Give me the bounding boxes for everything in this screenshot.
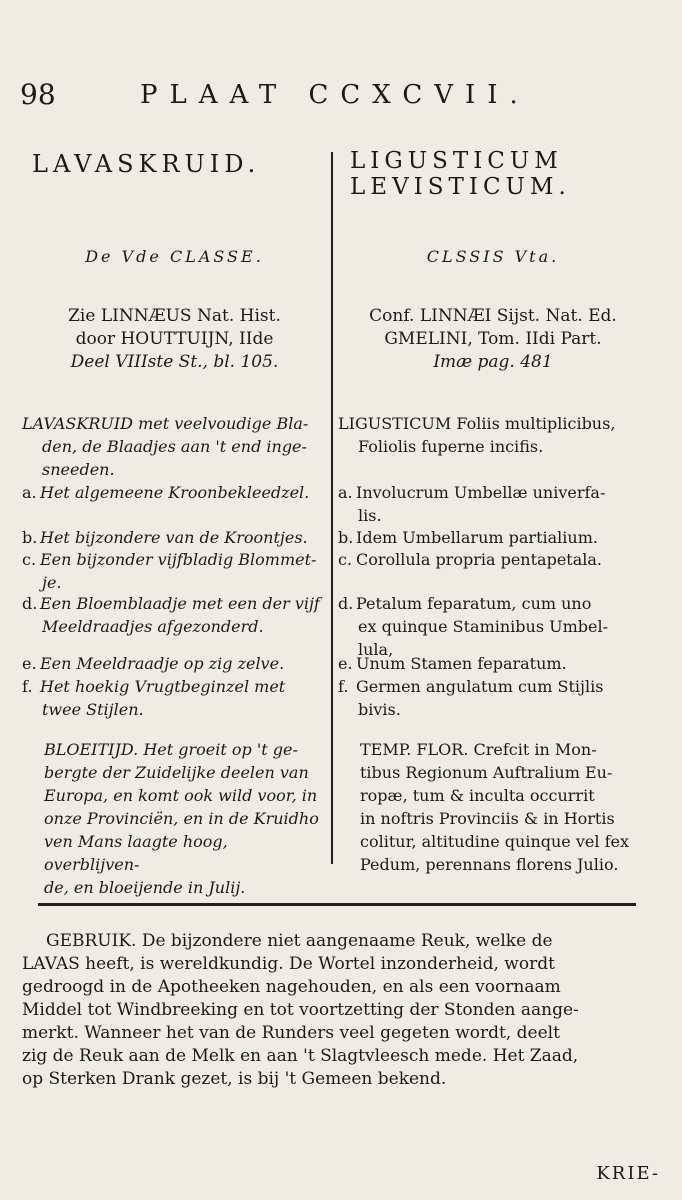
item-label: d. [22, 594, 38, 613]
dutch-description [22, 412, 327, 481]
item-text: Petalum feparatum, cum uno [356, 594, 592, 613]
ref-line: Deel VIIIste St., bl. 105. [70, 352, 279, 372]
item-label: c. [22, 550, 37, 569]
latin-item-d [338, 592, 648, 661]
item-text: Het hoekig Vrugtbeginzel met [40, 677, 286, 696]
dutch-item-e [22, 652, 327, 675]
desc-line: Foliolis fuperne incifis. [358, 437, 544, 456]
gebruik-line: merkt. Wanneer het van de Runders veel gegeten wordt, deelt [22, 1023, 560, 1043]
bloei-line: BLOEITIJD. Het groeit op 't ge- [44, 740, 298, 759]
dutch-item-c [22, 548, 327, 594]
ref-line: Zie LINNÆUS Nat. Hist. [68, 306, 281, 326]
gebruik-line: LAVAS heeft, is wereldkundig. De Wortel inzonderheid, wordt [22, 954, 555, 974]
dutch-title: LAVASKRUID. [32, 150, 261, 178]
dutch-item-a [22, 481, 327, 504]
dutch-class: De Vde CLASSE. [85, 247, 264, 266]
gebruik-line: Middel tot Windbreeking en tot voortzetting der Stonden aange- [22, 1000, 579, 1020]
latin-reference [338, 305, 648, 374]
item-text: Idem Umbellarum partialium. [356, 528, 598, 547]
gebruik-line: gedroogd in de Apotheeken nagehouden, en als een voornaam [22, 977, 561, 997]
bloei-line: Europa, en komt ook wild voor, in [44, 786, 318, 805]
catchword: KRIE- [596, 1163, 660, 1184]
dutch-item-b [22, 526, 327, 549]
item-label: a. [338, 483, 353, 502]
item-text: Een Meeldraadje op zig zelve. [40, 654, 285, 673]
item-label: e. [22, 654, 37, 673]
latin-class: CLSSIS Vta. [426, 247, 560, 266]
bloei-line: bergte der Zuidelijke deelen van [44, 763, 309, 782]
temp-line: colitur, altitudine quinque vel fex [360, 832, 629, 851]
desc-line: sneeden. [42, 460, 115, 479]
item-text: Germen angulatum cum Stijlis [356, 677, 604, 696]
latin-title-line: LEVISTICUM. [350, 174, 571, 200]
ref-line: Conf. LINNÆI Sijst. Nat. Ed. [369, 306, 617, 326]
item-text: twee Stijlen. [42, 700, 144, 719]
section-rule [38, 903, 636, 906]
item-text: ex quinque Staminibus Umbel- [358, 617, 609, 636]
latin-description [338, 412, 648, 458]
bloei-line: onze Provinciën, en in de Kruidho [44, 809, 319, 828]
ref-line: GMELINI, Tom. IIdi Part. [384, 329, 602, 349]
item-text: bivis. [358, 700, 401, 719]
latin-item-f [338, 675, 648, 721]
item-label: f. [338, 677, 349, 696]
dutch-reference [22, 305, 327, 374]
item-label: e. [338, 654, 353, 673]
item-text: Involucrum Umbellæ univerfa- [356, 483, 606, 502]
temp-line: TEMP. FLOR. Crefcit in Mon- [360, 740, 597, 759]
bloei-line: de, en bloeijende in Julij. [44, 878, 246, 897]
gebruik-line: GEBRUIK. De bijzondere niet aangenaame Reuk, welke de [46, 931, 553, 951]
item-text: Unum Stamen feparatum. [356, 654, 567, 673]
temp-line: in noftris Provinciis & in Hortis [360, 809, 615, 828]
item-label: a. [22, 483, 37, 502]
temp-line: ropæ, tum & inculta occurrit [360, 786, 595, 805]
gebruik-line: zig de Reuk aan de Melk en aan 't Slagtvleesch mede. Het Zaad, [22, 1046, 579, 1066]
desc-line: LIGUSTICUM Foliis multiplicibus, [338, 414, 616, 433]
item-label: d. [338, 594, 354, 613]
desc-line: LAVASKRUID met veelvoudige Bla- [22, 414, 309, 433]
item-text: Een Bloemblaadje met een der vijf [40, 594, 320, 613]
latin-title-line: LIGUSTICUM [350, 148, 563, 174]
item-text: je. [42, 573, 62, 592]
item-text: Corollula propria pentapetala. [356, 550, 602, 569]
latin-temp-flor [360, 738, 650, 876]
temp-line: tibus Regionum Auftralium Eu- [360, 763, 613, 782]
bloei-line: ven Mans laagte hoog, overblijven- [44, 832, 228, 874]
dutch-item-d [22, 592, 327, 638]
ref-line: door HOUTTUIJN, IIde [75, 329, 274, 349]
item-text: lula, [358, 640, 394, 659]
latin-item-b [338, 526, 648, 549]
item-text: lis. [358, 506, 382, 525]
gebruik-paragraph [22, 930, 648, 1091]
temp-line: Pedum, perennans florens Julio. [360, 855, 619, 874]
latin-title [350, 148, 571, 200]
item-label: c. [338, 550, 353, 569]
dutch-bloeitijd [44, 738, 327, 899]
item-text: Meeldraadjes afgezonderd. [42, 617, 264, 636]
latin-item-c [338, 548, 648, 571]
ref-line: Imæ pag. 481 [433, 352, 553, 372]
item-text: Het algemeene Kroonbekleedzel. [40, 483, 310, 502]
gebruik-line: op Sterken Drank gezet, is bij 't Gemeen bekend. [22, 1069, 447, 1089]
plate-header: PLAAT CCXCVII. [140, 80, 530, 110]
item-text: Het bijzondere van de Kroontjes. [40, 528, 308, 547]
item-label: b. [338, 528, 354, 547]
desc-line: den, de Blaadjes aan 't end inge- [42, 437, 307, 456]
latin-item-e [338, 652, 648, 675]
column-divider [331, 152, 333, 864]
item-label: b. [22, 528, 38, 547]
item-label: f. [22, 677, 33, 696]
item-text: Een bijzonder vijfbladig Blommet- [40, 550, 317, 569]
page-number: 98 [20, 78, 56, 111]
dutch-item-f [22, 675, 327, 721]
latin-item-a [338, 481, 648, 527]
